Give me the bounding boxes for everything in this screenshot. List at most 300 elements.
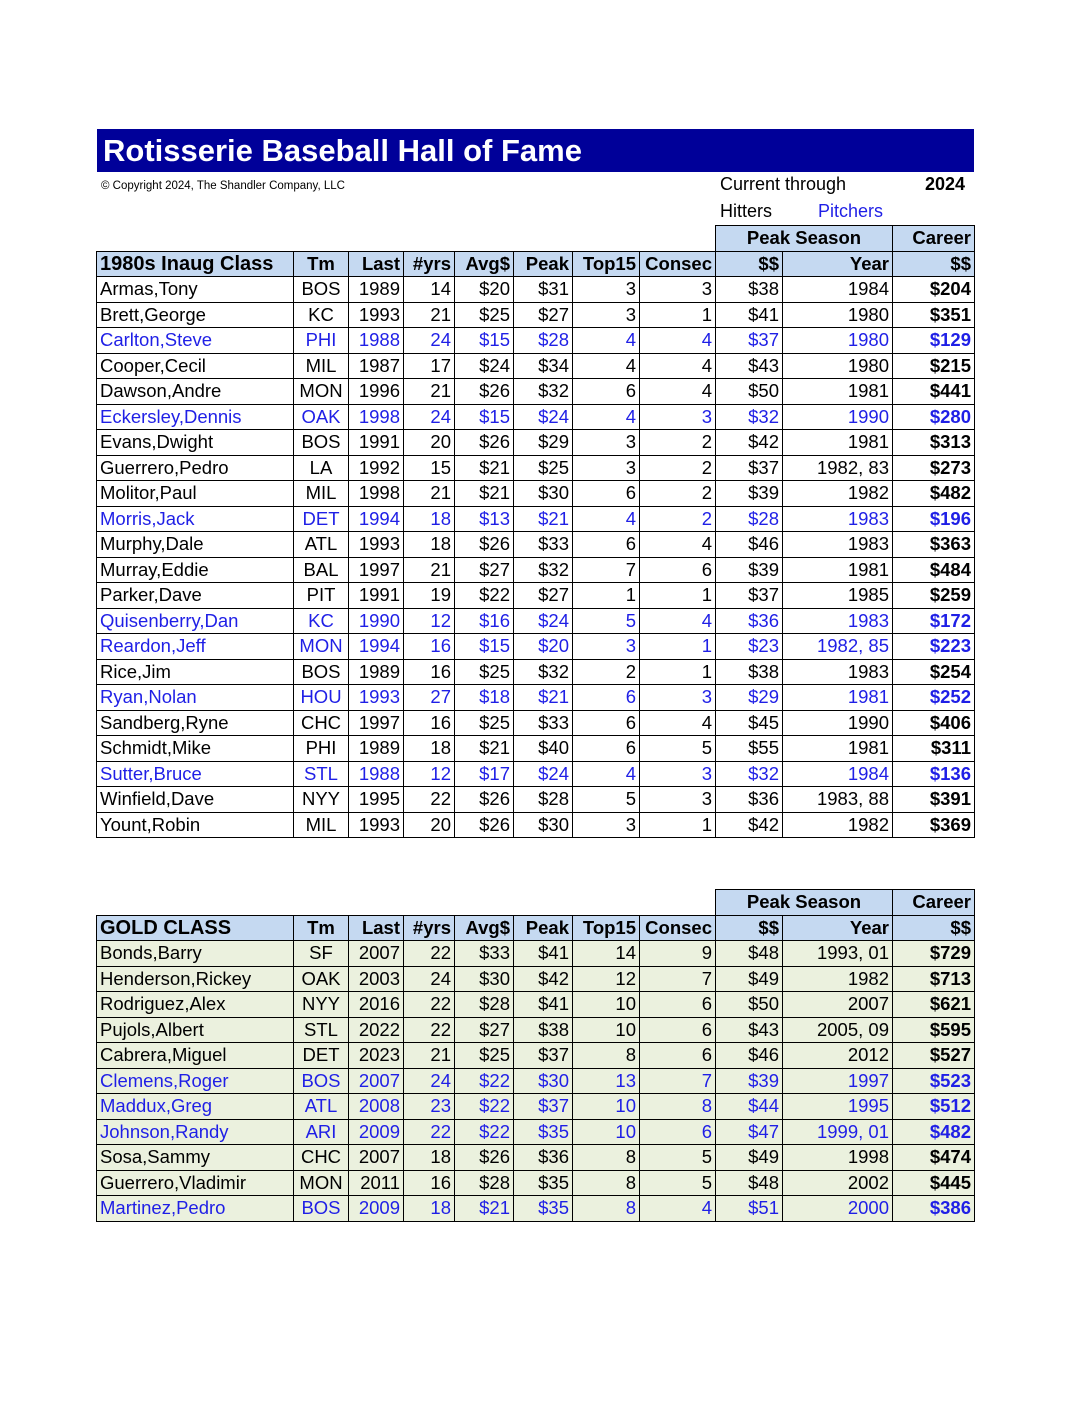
player-name: Molitor,Paul bbox=[97, 481, 294, 507]
avg-dollars: $22 bbox=[455, 1119, 514, 1145]
peak-season-year: 1995 bbox=[783, 1094, 893, 1120]
column-header-career-dollars: $$ bbox=[893, 251, 975, 277]
column-header-career-dollars: $$ bbox=[893, 915, 975, 941]
years: 18 bbox=[404, 532, 455, 558]
peak-dollars: $28 bbox=[514, 328, 573, 354]
peak-season-dollars: $23 bbox=[716, 634, 783, 660]
career-dollars: $136 bbox=[893, 761, 975, 787]
career-dollars: $129 bbox=[893, 328, 975, 354]
peak-dollars: $30 bbox=[514, 812, 573, 838]
peak-season-year: 1997 bbox=[783, 1068, 893, 1094]
class-name-header: 1980s Inaug Class bbox=[97, 251, 294, 277]
top15-count: 10 bbox=[573, 1119, 640, 1145]
top15-count: 8 bbox=[573, 1170, 640, 1196]
player-name: Guerrero,Pedro bbox=[97, 455, 294, 481]
peak-dollars: $33 bbox=[514, 532, 573, 558]
avg-dollars: $26 bbox=[455, 532, 514, 558]
years: 21 bbox=[404, 557, 455, 583]
player-name: Winfield,Dave bbox=[97, 787, 294, 813]
peak-season-header: Peak Season bbox=[716, 226, 893, 252]
group-header-row bbox=[97, 890, 975, 916]
team: NYY bbox=[294, 787, 349, 813]
peak-dollars: $24 bbox=[514, 761, 573, 787]
consec-count: 2 bbox=[640, 430, 716, 456]
peak-season-year: 1983 bbox=[783, 608, 893, 634]
consec-count: 5 bbox=[640, 1170, 716, 1196]
player-name: Rodriguez,Alex bbox=[97, 992, 294, 1018]
career-dollars: $280 bbox=[893, 404, 975, 430]
peak-season-dollars: $48 bbox=[716, 1170, 783, 1196]
last-year: 1994 bbox=[349, 634, 404, 660]
peak-season-dollars: $49 bbox=[716, 966, 783, 992]
peak-season-dollars: $41 bbox=[716, 302, 783, 328]
top15-count: 7 bbox=[573, 557, 640, 583]
avg-dollars: $15 bbox=[455, 634, 514, 660]
column-header-yrs: #yrs bbox=[404, 915, 455, 941]
avg-dollars: $15 bbox=[455, 328, 514, 354]
peak-season-year: 1980 bbox=[783, 353, 893, 379]
last-year: 2007 bbox=[349, 941, 404, 967]
years: 18 bbox=[404, 1145, 455, 1171]
peak-season-dollars: $39 bbox=[716, 1068, 783, 1094]
column-header-peak-year: Year bbox=[783, 251, 893, 277]
player-name: Brett,George bbox=[97, 302, 294, 328]
peak-dollars: $34 bbox=[514, 353, 573, 379]
team: BAL bbox=[294, 557, 349, 583]
player-name: Henderson,Rickey bbox=[97, 966, 294, 992]
consec-count: 3 bbox=[640, 761, 716, 787]
last-year: 1991 bbox=[349, 583, 404, 609]
peak-season-year: 1982 bbox=[783, 481, 893, 507]
table-row bbox=[97, 1094, 975, 1120]
peak-season-dollars: $43 bbox=[716, 1017, 783, 1043]
team: PHI bbox=[294, 736, 349, 762]
avg-dollars: $26 bbox=[455, 1145, 514, 1171]
peak-season-dollars: $29 bbox=[716, 685, 783, 711]
avg-dollars: $22 bbox=[455, 1094, 514, 1120]
career-dollars: $595 bbox=[893, 1017, 975, 1043]
peak-dollars: $36 bbox=[514, 1145, 573, 1171]
column-header-last: Last bbox=[349, 251, 404, 277]
peak-season-year: 1983, 88 bbox=[783, 787, 893, 813]
consec-count: 1 bbox=[640, 634, 716, 660]
table-row bbox=[97, 583, 975, 609]
peak-season-year: 2012 bbox=[783, 1043, 893, 1069]
team: BOS bbox=[294, 430, 349, 456]
peak-dollars: $30 bbox=[514, 481, 573, 507]
peak-dollars: $20 bbox=[514, 634, 573, 660]
top15-count: 8 bbox=[573, 1043, 640, 1069]
career-dollars: $713 bbox=[893, 966, 975, 992]
years: 19 bbox=[404, 583, 455, 609]
career-dollars: $406 bbox=[893, 710, 975, 736]
peak-season-year: 1998 bbox=[783, 1145, 893, 1171]
player-name: Yount,Robin bbox=[97, 812, 294, 838]
team: MON bbox=[294, 1170, 349, 1196]
years: 22 bbox=[404, 787, 455, 813]
top15-count: 3 bbox=[573, 634, 640, 660]
peak-season-year: 1983 bbox=[783, 659, 893, 685]
column-header-last: Last bbox=[349, 915, 404, 941]
years: 22 bbox=[404, 992, 455, 1018]
career-dollars: $254 bbox=[893, 659, 975, 685]
player-name: Cabrera,Miguel bbox=[97, 1043, 294, 1069]
career-dollars: $386 bbox=[893, 1196, 975, 1222]
career-dollars: $196 bbox=[893, 506, 975, 532]
last-year: 1990 bbox=[349, 608, 404, 634]
peak-season-dollars: $39 bbox=[716, 557, 783, 583]
years: 21 bbox=[404, 302, 455, 328]
consec-count: 6 bbox=[640, 557, 716, 583]
consec-count: 4 bbox=[640, 532, 716, 558]
top15-count: 3 bbox=[573, 455, 640, 481]
avg-dollars: $26 bbox=[455, 430, 514, 456]
team: MIL bbox=[294, 353, 349, 379]
peak-season-year: 1980 bbox=[783, 328, 893, 354]
team: OAK bbox=[294, 404, 349, 430]
table-row bbox=[97, 1119, 975, 1145]
peak-season-year: 1983 bbox=[783, 532, 893, 558]
peak-season-dollars: $38 bbox=[716, 277, 783, 303]
player-name: Ryan,Nolan bbox=[97, 685, 294, 711]
table-row bbox=[97, 1196, 975, 1222]
copyright-notice: © Copyright 2024, The Shandler Company, LLC bbox=[101, 180, 345, 192]
table-row bbox=[97, 966, 975, 992]
inaug-class-table bbox=[96, 225, 975, 838]
table-row bbox=[97, 659, 975, 685]
player-name: Sosa,Sammy bbox=[97, 1145, 294, 1171]
last-year: 1992 bbox=[349, 455, 404, 481]
avg-dollars: $25 bbox=[455, 659, 514, 685]
table-row bbox=[97, 1017, 975, 1043]
peak-dollars: $24 bbox=[514, 404, 573, 430]
top15-count: 8 bbox=[573, 1196, 640, 1222]
years: 16 bbox=[404, 659, 455, 685]
years: 15 bbox=[404, 455, 455, 481]
consec-count: 3 bbox=[640, 277, 716, 303]
peak-season-dollars: $37 bbox=[716, 455, 783, 481]
peak-dollars: $29 bbox=[514, 430, 573, 456]
years: 24 bbox=[404, 966, 455, 992]
current-through-year: 2024 bbox=[925, 174, 966, 194]
consec-count: 3 bbox=[640, 685, 716, 711]
last-year: 2009 bbox=[349, 1119, 404, 1145]
peak-season-year: 2005, 09 bbox=[783, 1017, 893, 1043]
consec-count: 4 bbox=[640, 353, 716, 379]
last-year: 2008 bbox=[349, 1094, 404, 1120]
peak-season-year: 1982 bbox=[783, 812, 893, 838]
peak-season-year: 1993, 01 bbox=[783, 941, 893, 967]
table-row bbox=[97, 302, 975, 328]
peak-season-dollars: $36 bbox=[716, 787, 783, 813]
team: CHC bbox=[294, 710, 349, 736]
player-name: Clemens,Roger bbox=[97, 1068, 294, 1094]
avg-dollars: $15 bbox=[455, 404, 514, 430]
last-year: 1988 bbox=[349, 328, 404, 354]
career-dollars: $311 bbox=[893, 736, 975, 762]
player-name: Evans,Dwight bbox=[97, 430, 294, 456]
player-name: Rice,Jim bbox=[97, 659, 294, 685]
table-row bbox=[97, 761, 975, 787]
top15-count: 10 bbox=[573, 992, 640, 1018]
peak-season-year: 1985 bbox=[783, 583, 893, 609]
consec-count: 3 bbox=[640, 787, 716, 813]
years: 16 bbox=[404, 710, 455, 736]
last-year: 2003 bbox=[349, 966, 404, 992]
column-header-peak-year: Year bbox=[783, 915, 893, 941]
consec-count: 2 bbox=[640, 506, 716, 532]
career-dollars: $172 bbox=[893, 608, 975, 634]
peak-dollars: $41 bbox=[514, 992, 573, 1018]
team: DET bbox=[294, 1043, 349, 1069]
top15-count: 14 bbox=[573, 941, 640, 967]
peak-season-dollars: $38 bbox=[716, 659, 783, 685]
team: ATL bbox=[294, 1094, 349, 1120]
table-row bbox=[97, 634, 975, 660]
column-header-top15: Top15 bbox=[573, 915, 640, 941]
career-header: Career bbox=[893, 890, 975, 916]
years: 17 bbox=[404, 353, 455, 379]
avg-dollars: $20 bbox=[455, 277, 514, 303]
career-dollars: $204 bbox=[893, 277, 975, 303]
team: BOS bbox=[294, 1196, 349, 1222]
peak-season-dollars: $44 bbox=[716, 1094, 783, 1120]
column-header-peak-dollars: $$ bbox=[716, 251, 783, 277]
peak-season-dollars: $37 bbox=[716, 583, 783, 609]
consec-count: 4 bbox=[640, 608, 716, 634]
career-dollars: $445 bbox=[893, 1170, 975, 1196]
top15-count: 1 bbox=[573, 583, 640, 609]
peak-dollars: $30 bbox=[514, 1068, 573, 1094]
peak-season-year: 1990 bbox=[783, 710, 893, 736]
table-row bbox=[97, 481, 975, 507]
consec-count: 4 bbox=[640, 1196, 716, 1222]
avg-dollars: $30 bbox=[455, 966, 514, 992]
top15-count: 6 bbox=[573, 710, 640, 736]
peak-season-dollars: $55 bbox=[716, 736, 783, 762]
top15-count: 4 bbox=[573, 404, 640, 430]
consec-count: 1 bbox=[640, 583, 716, 609]
avg-dollars: $22 bbox=[455, 1068, 514, 1094]
peak-season-year: 2002 bbox=[783, 1170, 893, 1196]
column-header-tm: Tm bbox=[294, 251, 349, 277]
peak-dollars: $25 bbox=[514, 455, 573, 481]
last-year: 1998 bbox=[349, 404, 404, 430]
player-name: Dawson,Andre bbox=[97, 379, 294, 405]
table-row bbox=[97, 608, 975, 634]
top15-count: 12 bbox=[573, 966, 640, 992]
years: 22 bbox=[404, 1017, 455, 1043]
years: 20 bbox=[404, 430, 455, 456]
legend-pitchers: Pitchers bbox=[818, 201, 884, 221]
peak-season-dollars: $48 bbox=[716, 941, 783, 967]
avg-dollars: $13 bbox=[455, 506, 514, 532]
player-name: Johnson,Randy bbox=[97, 1119, 294, 1145]
peak-dollars: $35 bbox=[514, 1196, 573, 1222]
career-dollars: $369 bbox=[893, 812, 975, 838]
team: CHC bbox=[294, 1145, 349, 1171]
years: 12 bbox=[404, 608, 455, 634]
last-year: 1998 bbox=[349, 481, 404, 507]
career-dollars: $351 bbox=[893, 302, 975, 328]
career-dollars: $441 bbox=[893, 379, 975, 405]
consec-count: 9 bbox=[640, 941, 716, 967]
career-dollars: $252 bbox=[893, 685, 975, 711]
column-header-yrs: #yrs bbox=[404, 251, 455, 277]
peak-season-dollars: $39 bbox=[716, 481, 783, 507]
column-header-row bbox=[97, 251, 975, 277]
peak-dollars: $21 bbox=[514, 685, 573, 711]
consec-count: 5 bbox=[640, 1145, 716, 1171]
player-name: Bonds,Barry bbox=[97, 941, 294, 967]
table-row bbox=[97, 404, 975, 430]
team: KC bbox=[294, 302, 349, 328]
top15-count: 2 bbox=[573, 659, 640, 685]
career-dollars: $391 bbox=[893, 787, 975, 813]
last-year: 1994 bbox=[349, 506, 404, 532]
player-name: Sandberg,Ryne bbox=[97, 710, 294, 736]
last-year: 2023 bbox=[349, 1043, 404, 1069]
peak-season-year: 1982 bbox=[783, 966, 893, 992]
class-name-header: GOLD CLASS bbox=[97, 915, 294, 941]
top15-count: 5 bbox=[573, 787, 640, 813]
peak-season-year: 1999, 01 bbox=[783, 1119, 893, 1145]
consec-count: 7 bbox=[640, 966, 716, 992]
consec-count: 6 bbox=[640, 1119, 716, 1145]
player-name: Maddux,Greg bbox=[97, 1094, 294, 1120]
player-name: Martinez,Pedro bbox=[97, 1196, 294, 1222]
legend-hitters: Hitters bbox=[720, 201, 773, 221]
column-header-peak-dollars: $$ bbox=[716, 915, 783, 941]
career-dollars: $523 bbox=[893, 1068, 975, 1094]
top15-count: 10 bbox=[573, 1017, 640, 1043]
peak-season-year: 1981 bbox=[783, 685, 893, 711]
column-header-row bbox=[97, 915, 975, 941]
avg-dollars: $24 bbox=[455, 353, 514, 379]
years: 27 bbox=[404, 685, 455, 711]
peak-dollars: $40 bbox=[514, 736, 573, 762]
peak-season-header: Peak Season bbox=[716, 890, 893, 916]
consec-count: 2 bbox=[640, 455, 716, 481]
peak-season-year: 2007 bbox=[783, 992, 893, 1018]
last-year: 1997 bbox=[349, 710, 404, 736]
team: STL bbox=[294, 1017, 349, 1043]
avg-dollars: $26 bbox=[455, 379, 514, 405]
table-row bbox=[97, 736, 975, 762]
column-header-avg: Avg$ bbox=[455, 251, 514, 277]
peak-season-dollars: $43 bbox=[716, 353, 783, 379]
peak-season-year: 1982, 85 bbox=[783, 634, 893, 660]
peak-season-dollars: $37 bbox=[716, 328, 783, 354]
consec-count: 6 bbox=[640, 1043, 716, 1069]
player-name: Pujols,Albert bbox=[97, 1017, 294, 1043]
peak-season-dollars: $46 bbox=[716, 532, 783, 558]
player-name: Murphy,Dale bbox=[97, 532, 294, 558]
years: 14 bbox=[404, 277, 455, 303]
team: KC bbox=[294, 608, 349, 634]
last-year: 1988 bbox=[349, 761, 404, 787]
player-name: Parker,Dave bbox=[97, 583, 294, 609]
top15-count: 4 bbox=[573, 353, 640, 379]
years: 22 bbox=[404, 1119, 455, 1145]
column-header-top15: Top15 bbox=[573, 251, 640, 277]
peak-season-year: 1981 bbox=[783, 736, 893, 762]
avg-dollars: $25 bbox=[455, 1043, 514, 1069]
consec-count: 1 bbox=[640, 812, 716, 838]
team: ATL bbox=[294, 532, 349, 558]
peak-dollars: $32 bbox=[514, 557, 573, 583]
team: NYY bbox=[294, 992, 349, 1018]
avg-dollars: $28 bbox=[455, 992, 514, 1018]
top15-count: 6 bbox=[573, 736, 640, 762]
last-year: 1991 bbox=[349, 430, 404, 456]
career-dollars: $729 bbox=[893, 941, 975, 967]
avg-dollars: $33 bbox=[455, 941, 514, 967]
table-row bbox=[97, 941, 975, 967]
peak-dollars: $35 bbox=[514, 1170, 573, 1196]
team: SF bbox=[294, 941, 349, 967]
last-year: 1989 bbox=[349, 277, 404, 303]
player-name: Murray,Eddie bbox=[97, 557, 294, 583]
top15-count: 10 bbox=[573, 1094, 640, 1120]
page-title: Rotisserie Baseball Hall of Fame bbox=[97, 129, 974, 172]
peak-season-year: 1990 bbox=[783, 404, 893, 430]
peak-season-dollars: $42 bbox=[716, 812, 783, 838]
group-header-row bbox=[97, 226, 975, 252]
consec-count: 1 bbox=[640, 659, 716, 685]
peak-dollars: $42 bbox=[514, 966, 573, 992]
top15-count: 8 bbox=[573, 1145, 640, 1171]
avg-dollars: $27 bbox=[455, 557, 514, 583]
team: DET bbox=[294, 506, 349, 532]
player-name: Morris,Jack bbox=[97, 506, 294, 532]
table-row bbox=[97, 430, 975, 456]
player-name: Eckersley,Dennis bbox=[97, 404, 294, 430]
peak-dollars: $33 bbox=[514, 710, 573, 736]
player-name: Reardon,Jeff bbox=[97, 634, 294, 660]
peak-dollars: $24 bbox=[514, 608, 573, 634]
career-dollars: $484 bbox=[893, 557, 975, 583]
avg-dollars: $25 bbox=[455, 710, 514, 736]
avg-dollars: $21 bbox=[455, 455, 514, 481]
career-header: Career bbox=[893, 226, 975, 252]
last-year: 1995 bbox=[349, 787, 404, 813]
table-row bbox=[97, 1043, 975, 1069]
table-row bbox=[97, 379, 975, 405]
column-header-tm: Tm bbox=[294, 915, 349, 941]
years: 22 bbox=[404, 941, 455, 967]
peak-season-dollars: $47 bbox=[716, 1119, 783, 1145]
team: MON bbox=[294, 634, 349, 660]
career-dollars: $215 bbox=[893, 353, 975, 379]
consec-count: 1 bbox=[640, 302, 716, 328]
table-row bbox=[97, 328, 975, 354]
table-row bbox=[97, 455, 975, 481]
career-dollars: $313 bbox=[893, 430, 975, 456]
years: 24 bbox=[404, 1068, 455, 1094]
career-dollars: $474 bbox=[893, 1145, 975, 1171]
table-row bbox=[97, 812, 975, 838]
player-name: Guerrero,Vladimir bbox=[97, 1170, 294, 1196]
consec-count: 4 bbox=[640, 710, 716, 736]
career-dollars: $482 bbox=[893, 1119, 975, 1145]
peak-season-dollars: $49 bbox=[716, 1145, 783, 1171]
table-row bbox=[97, 710, 975, 736]
peak-season-year: 1984 bbox=[783, 277, 893, 303]
column-header-peak: Peak bbox=[514, 251, 573, 277]
peak-season-dollars: $32 bbox=[716, 404, 783, 430]
peak-dollars: $32 bbox=[514, 659, 573, 685]
